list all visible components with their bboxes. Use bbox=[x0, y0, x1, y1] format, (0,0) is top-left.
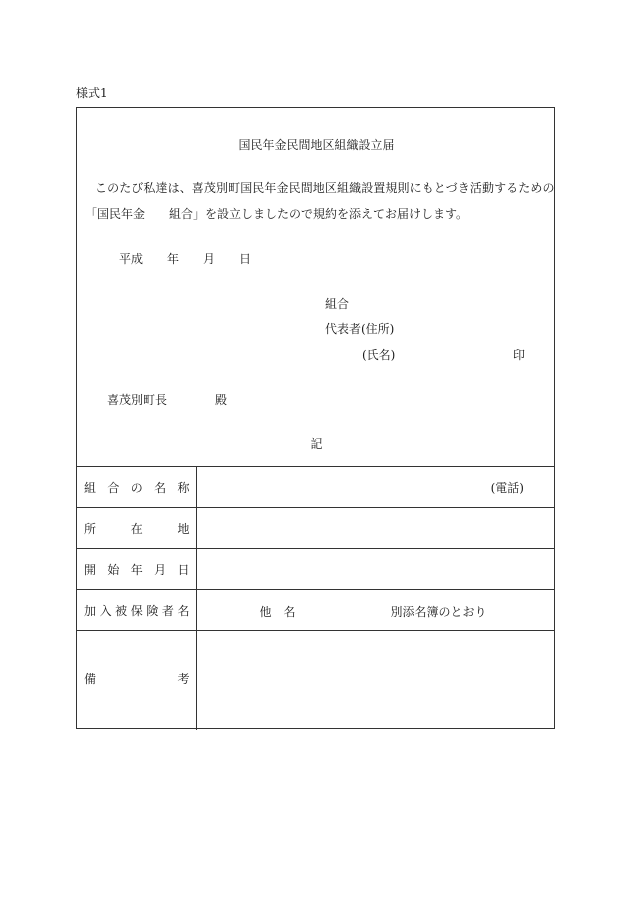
label-char: 保 bbox=[130, 603, 143, 618]
table-row-remarks bbox=[77, 631, 554, 731]
label-char: 者 bbox=[161, 603, 174, 618]
members-field[interactable] bbox=[196, 590, 554, 631]
start-date-field[interactable] bbox=[196, 549, 554, 590]
label-char: 称 bbox=[177, 480, 190, 495]
addressee: 喜茂別町長 殿 bbox=[107, 393, 228, 407]
form-frame bbox=[76, 107, 555, 729]
label-start-date bbox=[77, 549, 196, 590]
body-text-line-1: このたび私達は、喜茂別町国民年金民間地区組織設置規則にもとづき活動するための bbox=[95, 181, 555, 195]
label-char: 入 bbox=[99, 603, 112, 618]
label-char: 名 bbox=[154, 480, 167, 495]
body-text-line-2: 「国民年金 組合」を設立しましたので規約を添えてお届けします。 bbox=[85, 207, 469, 221]
label-char: 月 bbox=[154, 562, 167, 577]
union-label: 組合 bbox=[325, 297, 350, 311]
label-char: 地 bbox=[177, 521, 190, 536]
label-char: 年 bbox=[130, 562, 143, 577]
table-row-union-name bbox=[77, 467, 554, 508]
label-char: 名 bbox=[177, 603, 190, 618]
label-members bbox=[77, 590, 196, 631]
label-char: 組 bbox=[84, 480, 97, 495]
label-char: の bbox=[130, 480, 143, 495]
address-field[interactable] bbox=[196, 508, 554, 549]
label-char: 加 bbox=[84, 603, 97, 618]
label-char: 在 bbox=[130, 521, 143, 536]
remarks-field[interactable] bbox=[196, 631, 554, 731]
document-title: 国民年金民間地区組織設立届 bbox=[238, 138, 395, 152]
union-name-field[interactable] bbox=[196, 467, 554, 508]
ki-label: 記 bbox=[310, 437, 323, 451]
label-char: 考 bbox=[177, 672, 190, 686]
representative-address-label: 代表者(住所) bbox=[325, 322, 395, 336]
label-char: 所 bbox=[84, 521, 97, 536]
label-char: 開 bbox=[84, 562, 97, 577]
label-union-name bbox=[77, 467, 196, 508]
seal-mark: 印 bbox=[513, 348, 526, 362]
phone-label: (電話) bbox=[490, 480, 524, 495]
label-char: 険 bbox=[146, 603, 159, 618]
label-char: 始 bbox=[107, 562, 120, 577]
members-roster-note: 別添名簿のとおり bbox=[390, 605, 487, 619]
representative-name-label: (氏名) bbox=[362, 348, 396, 362]
label-char: 日 bbox=[177, 562, 190, 577]
table-row-start-date bbox=[77, 549, 554, 590]
detail-table bbox=[77, 466, 554, 730]
label-char: 合 bbox=[107, 480, 120, 495]
date-line: 平成 年 月 日 bbox=[119, 252, 252, 266]
table-row-members bbox=[77, 590, 554, 631]
label-address bbox=[77, 508, 196, 549]
label-remarks bbox=[77, 631, 196, 731]
label-char: 被 bbox=[115, 603, 128, 618]
form-number-label: 様式1 bbox=[76, 86, 108, 100]
table-row-address bbox=[77, 508, 554, 549]
members-count-text: 他 名 bbox=[259, 605, 296, 619]
label-char: 備 bbox=[84, 672, 97, 686]
